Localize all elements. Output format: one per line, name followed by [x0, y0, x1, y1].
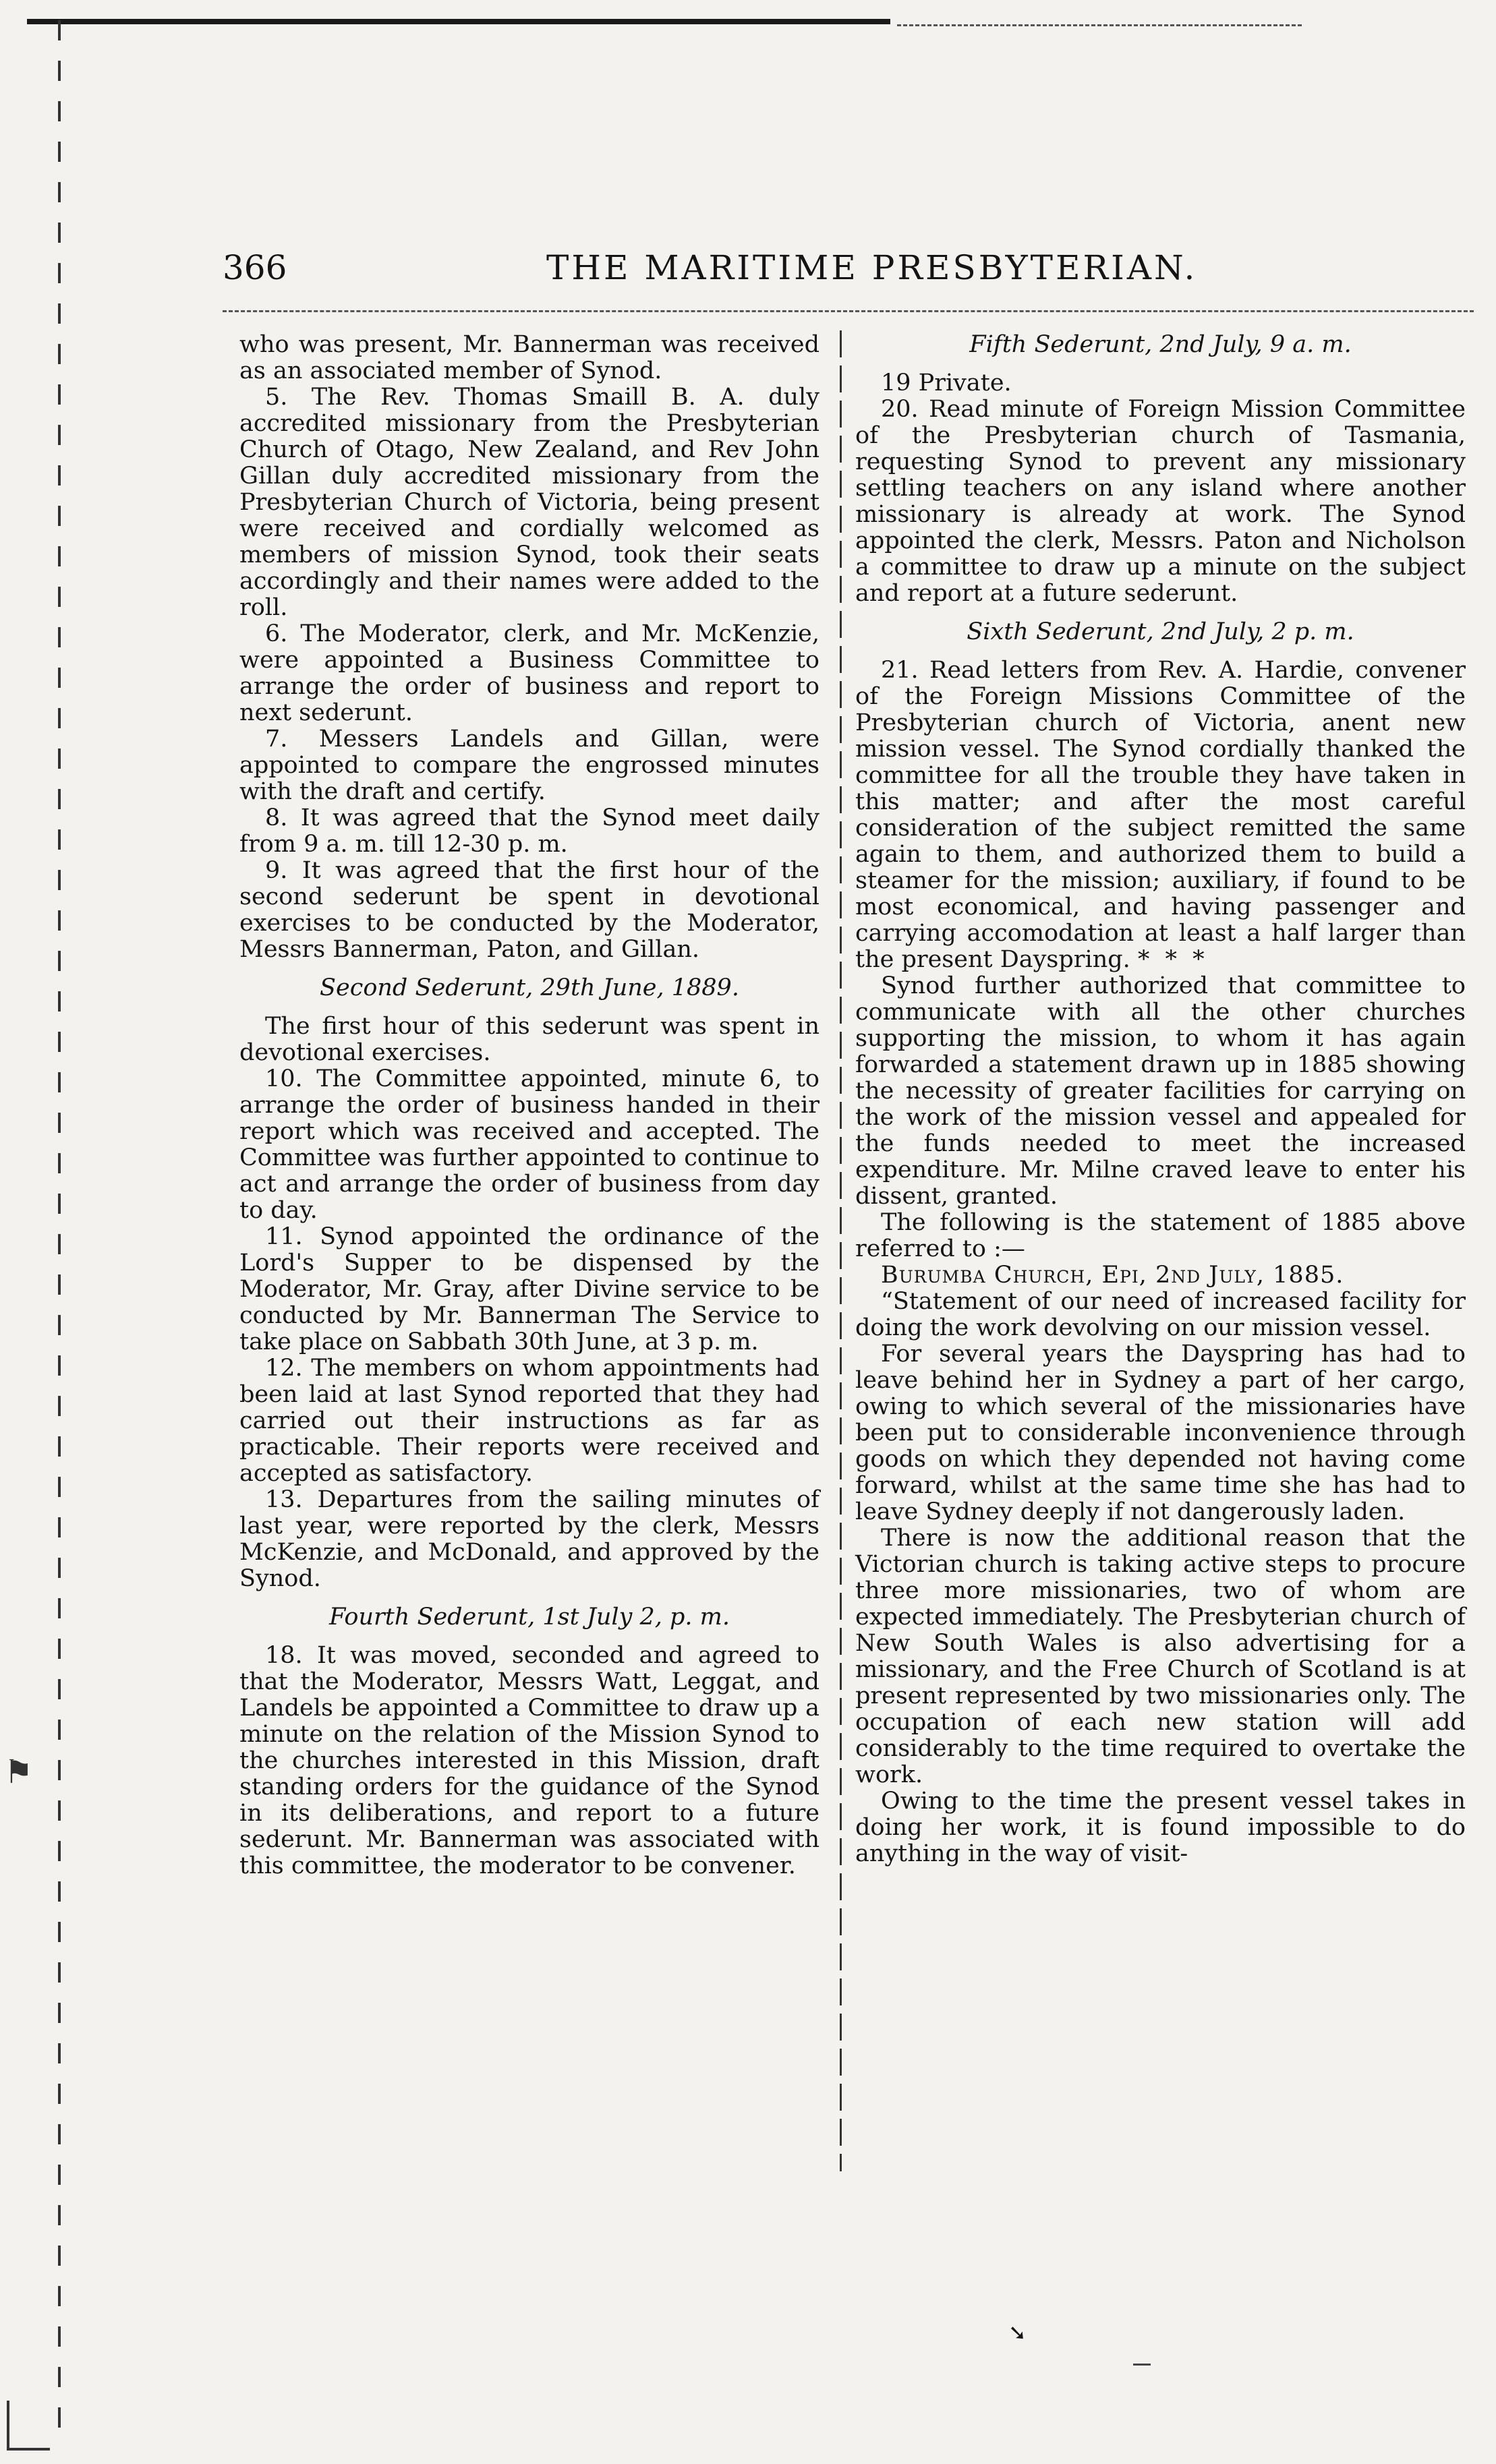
paragraph: 11. Synod appointed the ordinance of the Lord's Supper to be dispensed by the Moderator, Mr. Gray, after Divine service to be conducted by Mr. Bannerman The Service to take place on Sabbath 30th June, at 3 p. m. — [239, 1223, 819, 1355]
section-heading: Fourth Sederunt, 1st July 2, p. m. — [329, 1604, 730, 1631]
journal-title: THE MARITIME PRESBYTERIAN. — [546, 248, 1198, 287]
paragraph: 6. The Moderator, clerk, and Mr. McKenzie, were appointed a Business Committee to arrange the order of business and report to next sederunt. — [239, 620, 819, 726]
paragraph: There is now the additional reason that the Victorian church is taking active steps to procure three more missionaries, two of whom are expected immediately. The Presbyterian church of New South Wales is also advertising for a missionary, and the Free Church of Scotland is at present represented by two missionaries only. The occupation of each new station will add considerably to the time required to overtake the work. — [855, 1525, 1466, 1788]
margin-mark: ⚑ — [4, 1753, 34, 1791]
right-column — [855, 332, 1466, 1867]
column-divider — [840, 330, 842, 2171]
paragraph — [855, 657, 1466, 973]
header-rule — [223, 310, 1474, 312]
paragraph: 10. The Committee appointed, minute 6, to arrange the order of business handed in their report which was received and accepted. The Committee was further appointed to continue to act and arrange the order of business from day to day. — [239, 1065, 819, 1224]
section-heading: Sixth Sederunt, 2nd July, 2 p. m. — [967, 618, 1354, 645]
paragraph: The first hour of this sederunt was spent in devotional exercises. — [239, 1013, 819, 1066]
scan-edge-left — [58, 20, 61, 2448]
paragraph: 5. The Rev. Thomas Smaill B. A. duly accredited missionary from the Presbyterian Church of Otago, New Zealand, and Rev John Gillan duly accredited missionary from the Presbyterian Church of Victoria, being present were received and cordially welcomed as members of mission Synod, took their seats accordingly and their names were added to the roll. — [239, 384, 819, 621]
scan-corner — [7, 2401, 50, 2451]
paragraph: 19 Private. — [881, 370, 1012, 397]
ink-smudge: ➘ — [1008, 2320, 1027, 2345]
scan-edge-dash — [897, 24, 1302, 26]
ellipsis-stars: * * * — [1137, 946, 1209, 973]
paragraph: 9. It was agreed that the first hour of the second sederunt be spent in devotional exercises to be conducted by the Moderator, Messrs Bannerman, Paton, and Gillan. — [239, 857, 819, 963]
paragraph: For several years the Dayspring has had to leave behind her in Sydney a part of her cargo, owing to which several of the missionaries have been put to considerable inconvenience through goods on which they depended not having come forward, whilst at the same time she has had to leave Sydney deeply if not dangerously laden. — [855, 1341, 1466, 1525]
dateline: Burumba Church, Epi, 2nd July, 1885. — [881, 1262, 1344, 1289]
paragraph: The following is the statement of 1885 above referred to :— — [855, 1209, 1466, 1262]
paragraph: Owing to the time the present vessel takes in doing her work, it is found impossible to do anything in the way of visit- — [855, 1788, 1466, 1867]
paragraph: who was present, Mr. Bannerman was received as an associated member of Synod. — [239, 331, 819, 384]
left-column — [239, 332, 819, 1879]
paragraph: Synod further authorized that committee to communicate with all the other churches supporting the mission, to whom it has again forwarded a statement drawn up in 1885 showing the necessity of greater facilities for carrying on the work of the mission vessel and appealed for the funds needed to meet the increased expenditure. Mr. Milne craved leave to enter his dissent, granted. — [855, 972, 1466, 1210]
paragraph: “Statement of our need of increased facility for doing the work devolving on our mission vessel. — [855, 1288, 1466, 1341]
paragraph: 18. It was moved, seconded and agreed to that the Moderator, Messrs Watt, Leggat, and Landels be appointed a Committee to draw up a minute on the relation of the Mission Synod to the churches interested in this Mission, draft standing orders for the guidance of the Synod in its deliberations, and report to a future sederunt. Mr. Bannerman was associated with this committee, the moderator to be convener. — [239, 1642, 819, 1879]
section-heading: Fifth Sederunt, 2nd July, 9 a. m. — [969, 331, 1352, 358]
page-number: 366 — [223, 248, 287, 287]
scan-edge-top — [27, 19, 890, 24]
paragraph: 12. The members on whom appointments had been laid at last Synod reported that they had carried out their instructions as far as practicable. Their reports were received and accepted as satisfactory. — [239, 1355, 819, 1487]
section-heading: Second Sederunt, 29th June, 1889. — [320, 974, 739, 1001]
paragraph: 7. Messers Landels and Gillan, were appointed to compare the engrossed minutes with the draft and certify. — [239, 726, 819, 805]
paragraph: 13. Departures from the sailing minutes of last year, were reported by the clerk, Messrs McKenzie, and McDonald, and approved by the Synod. — [239, 1486, 819, 1592]
paragraph: 20. Read minute of Foreign Mission Committee of the Presbyterian church of Tasmania, requesting Synod to prevent any missionary settling teachers on any island where another missionary is already at work. The Synod appointed the clerk, Messrs. Paton and Nicholson a committee to draw up a minute on the subject and report at a future sederunt. — [855, 396, 1466, 607]
running-head — [223, 248, 1484, 295]
ink-dash — [1133, 2364, 1151, 2366]
paragraph: 8. It was agreed that the Synod meet daily from 9 a. m. till 12-30 p. m. — [239, 804, 819, 858]
paragraph-text: 21. Read letters from Rev. A. Hardie, convener of the Foreign Missions Committee of the Presbyterian church of Victoria, anent new mission vessel. The Synod cordially thanked the committee for all the trouble they have taken in this matter; and after the most careful consideration of the subject remitted the same again to them, and authorized them to build a steamer for the mission; auxiliary, if found to be most economical, and having passenger and carrying accomodation at least a half larger than the present Dayspring. — [855, 657, 1466, 973]
